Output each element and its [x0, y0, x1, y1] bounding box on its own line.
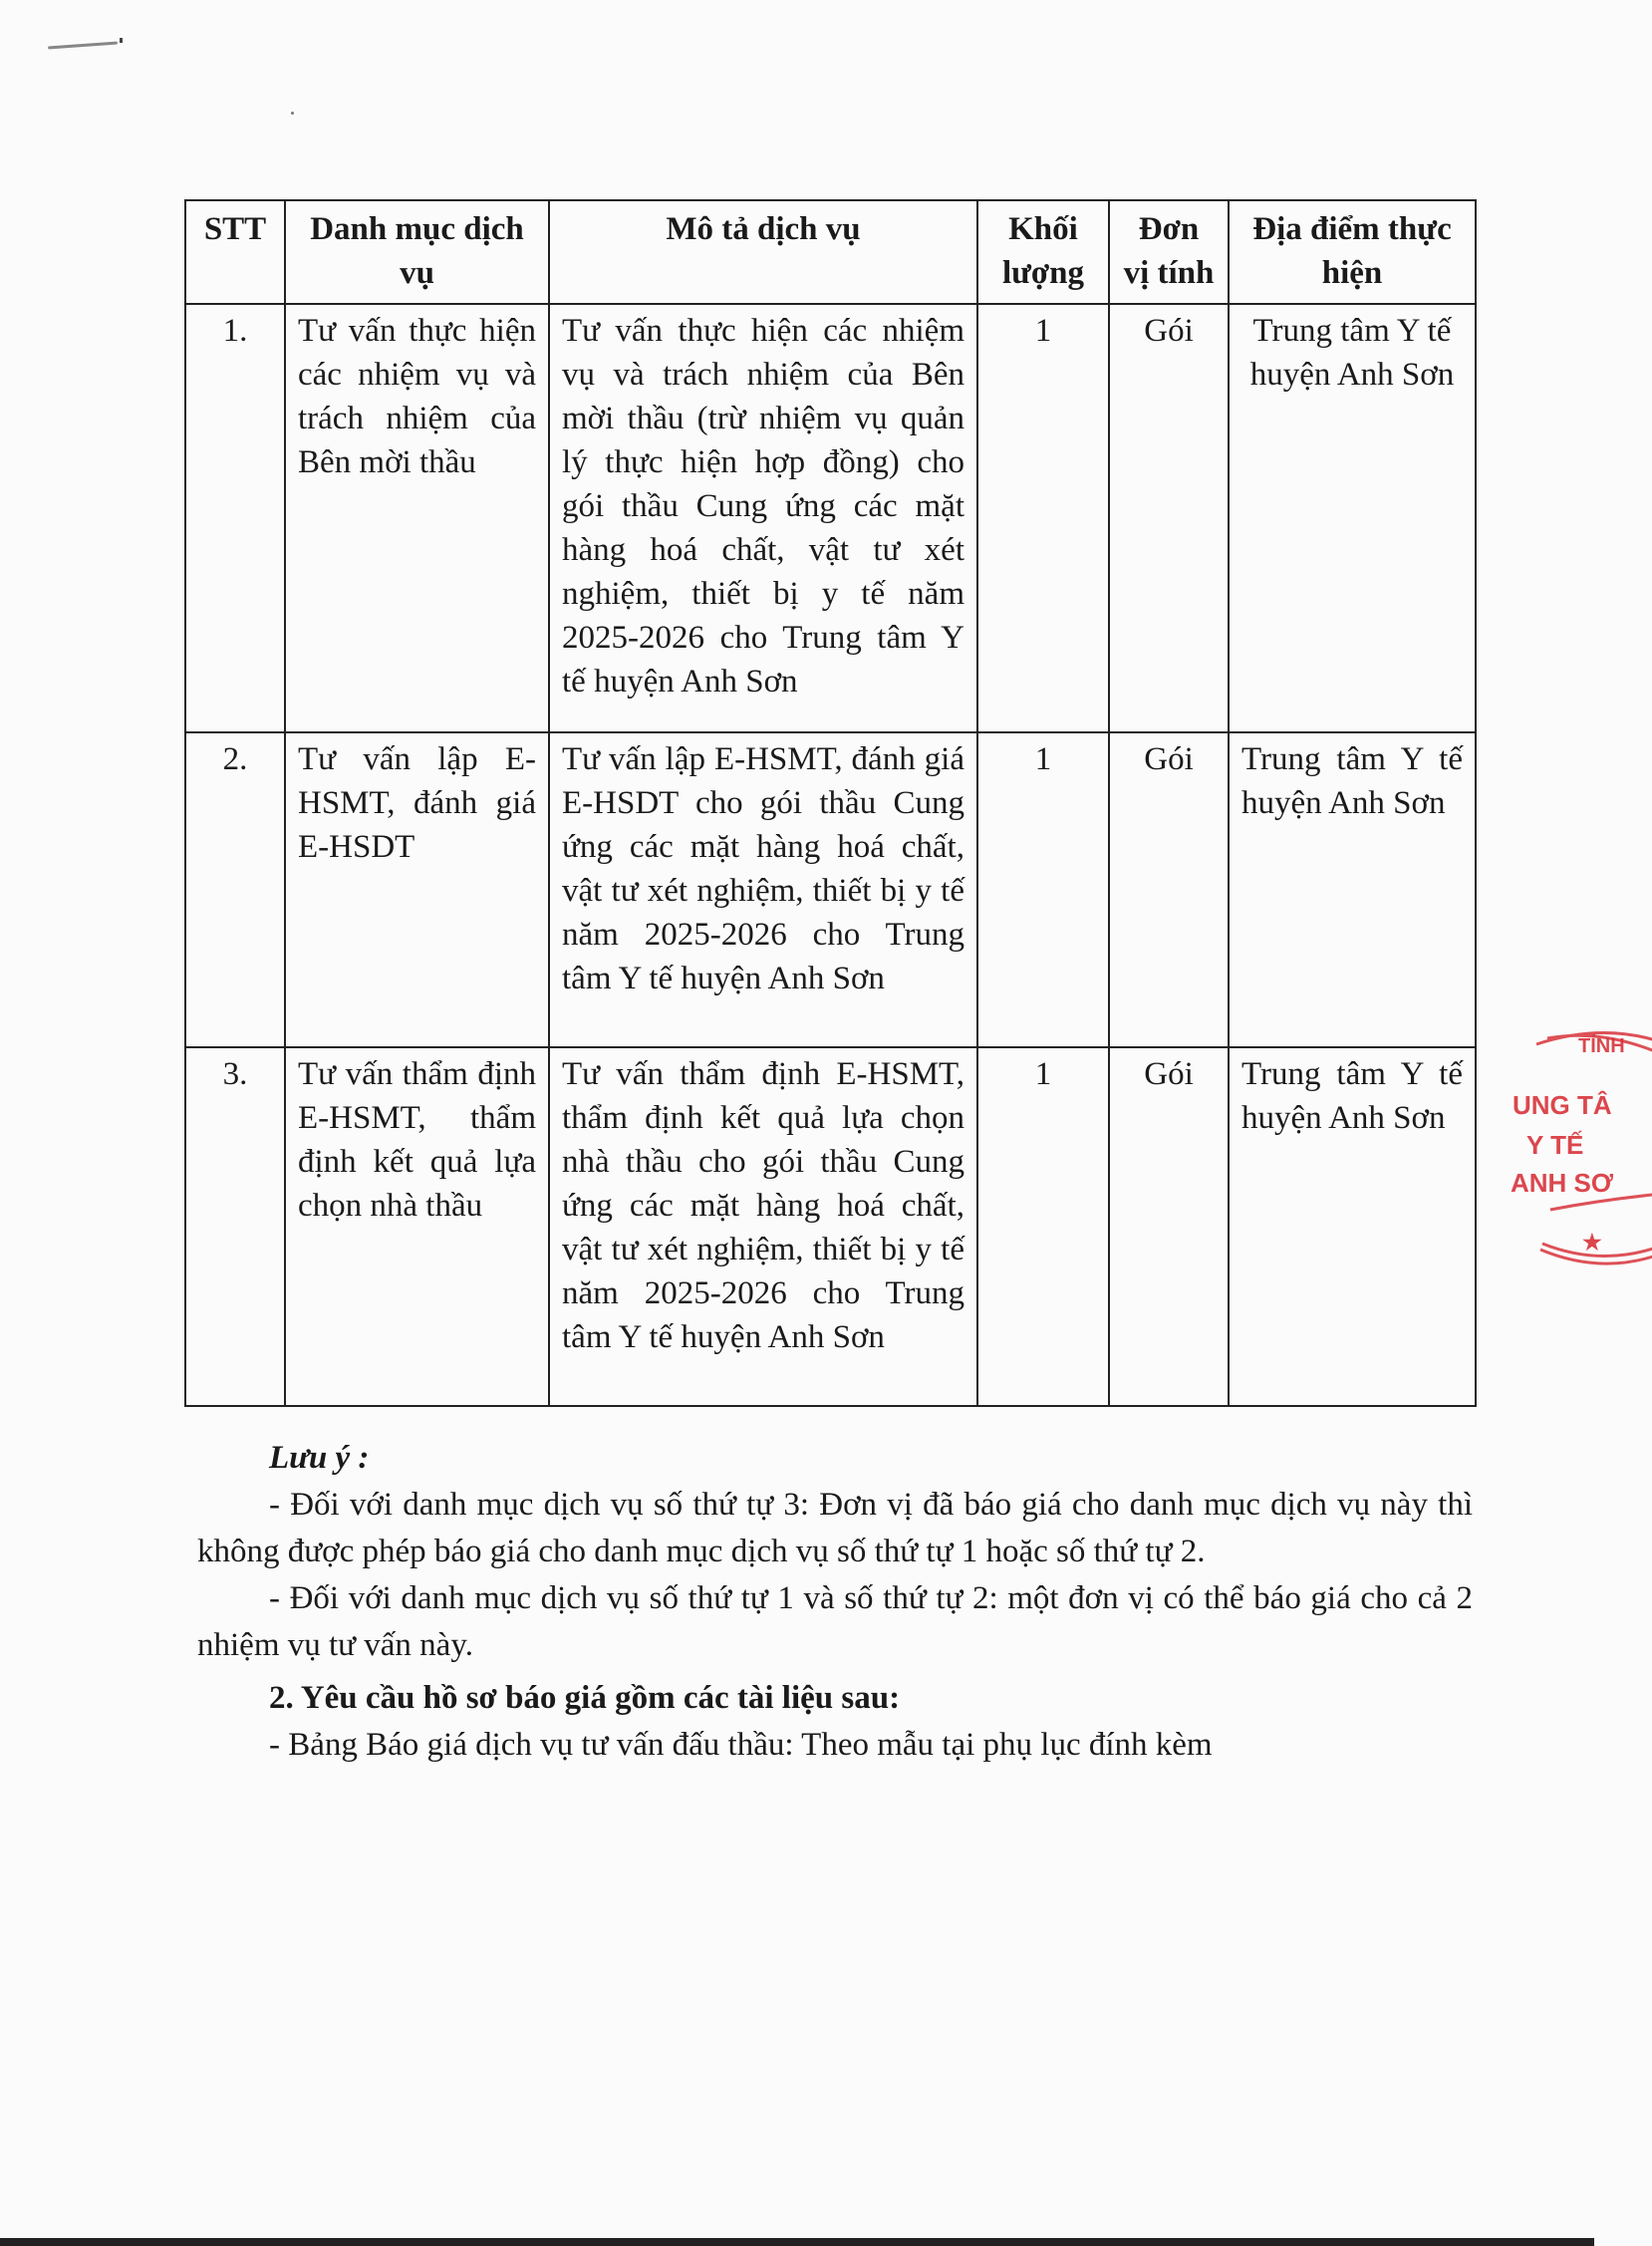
- requirement-item: - Bảng Báo giá dịch vụ tư vấn đấu thầu: Theo mẫu tại phụ lục đính kèm: [269, 1727, 1213, 1763]
- cell-quantity: 1: [977, 1047, 1109, 1406]
- cell-location: Trung tâm Y tế huyện Anh Sơn: [1229, 1047, 1476, 1406]
- cell-stt: 1.: [185, 304, 285, 732]
- service-table: [184, 199, 1477, 1407]
- table-header-row: [185, 200, 1476, 304]
- notes-title: Lưu ý :: [269, 1440, 370, 1476]
- scan-mark: [291, 112, 294, 115]
- header-description: Mô tả dịch vụ: [549, 200, 977, 304]
- notes-section: [197, 1435, 1473, 1769]
- scan-mark: [48, 42, 118, 50]
- note-item: - Đối với danh mục dịch vụ số thứ tự 3: Đơn vị đã báo giá cho danh mục dịch vụ này thì không được phép báo giá cho danh mục dịch vụ số thứ tự 1 hoặc số thứ tự 2.: [197, 1487, 1473, 1569]
- note-item: - Đối với danh mục dịch vụ số thứ tự 1 và số thứ tự 2: một đơn vị có thể báo giá cho cả 2 nhiệm vụ tư vấn này.: [197, 1580, 1473, 1663]
- cell-category: Tư vấn thực hiện các nhiệm vụ và trách nhiệm của Bên mời thầu: [285, 304, 549, 732]
- cell-unit: Gói: [1109, 304, 1229, 732]
- seal-text: Y TẾ: [1526, 1130, 1584, 1160]
- cell-quantity: 1: [977, 304, 1109, 732]
- svg-text:★: ★: [1582, 1230, 1602, 1255]
- section-heading: 2. Yêu cầu hồ sơ báo giá gồm các tài liệu sau:: [269, 1680, 901, 1716]
- header-category: Danh mục dịch vụ: [285, 200, 549, 304]
- official-seal: [1493, 1014, 1652, 1273]
- cell-description: Tư vấn thực hiện các nhiệm vụ và trách nhiệm của Bên mời thầu (trừ nhiệm vụ quản lý thực hiện hợp đồng) cho gói thầu Cung ứng các mặt hàng hoá chất, vật tư xét nghiệm, thiết bị y tế năm 2025-2026 cho Trung tâm Y tế huyện Anh Sơn: [549, 304, 977, 732]
- seal-text: UNG TÂ: [1513, 1090, 1612, 1120]
- cell-unit: Gói: [1109, 1047, 1229, 1406]
- cell-category: Tư vấn thẩm định E-HSMT, thẩm định kết quả lựa chọn nhà thầu: [285, 1047, 549, 1406]
- cell-category: Tư vấn lập E-HSMT, đánh giá E-HSDT: [285, 732, 549, 1047]
- cell-stt: 3.: [185, 1047, 285, 1406]
- header-unit: Đơn vị tính: [1109, 200, 1229, 304]
- seal-text: TỈNH: [1578, 1035, 1625, 1057]
- cell-stt: 2.: [185, 732, 285, 1047]
- table-row: [185, 1047, 1476, 1406]
- cell-location: Trung tâm Y tế huyện Anh Sơn: [1229, 304, 1476, 732]
- cell-description: Tư vấn lập E-HSMT, đánh giá E-HSDT cho gói thầu Cung ứng các mặt hàng hoá chất, vật tư xét nghiệm, thiết bị y tế năm 2025-2026 cho Trung tâm Y tế huyện Anh Sơn: [549, 732, 977, 1047]
- cell-description: Tư vấn thẩm định E-HSMT, thẩm định kết quả lựa chọn nhà thầu cho gói thầu Cung ứng các mặt hàng hoá chất, vật tư xét nghiệm, thiết bị y tế năm 2025-2026 cho Trung tâm Y tế huyện Anh Sơn: [549, 1047, 977, 1406]
- table-row: [185, 732, 1476, 1047]
- header-location: Địa điểm thực hiện: [1229, 200, 1476, 304]
- scan-mark: [120, 38, 123, 43]
- cell-unit: Gói: [1109, 732, 1229, 1047]
- table-row: [185, 304, 1476, 732]
- header-quantity: Khối lượng: [977, 200, 1109, 304]
- cell-location: Trung tâm Y tế huyện Anh Sơn: [1229, 732, 1476, 1047]
- header-stt: STT: [185, 200, 285, 304]
- scan-edge: [0, 2238, 1594, 2246]
- seal-text: ANH SƠ: [1511, 1168, 1614, 1198]
- cell-quantity: 1: [977, 732, 1109, 1047]
